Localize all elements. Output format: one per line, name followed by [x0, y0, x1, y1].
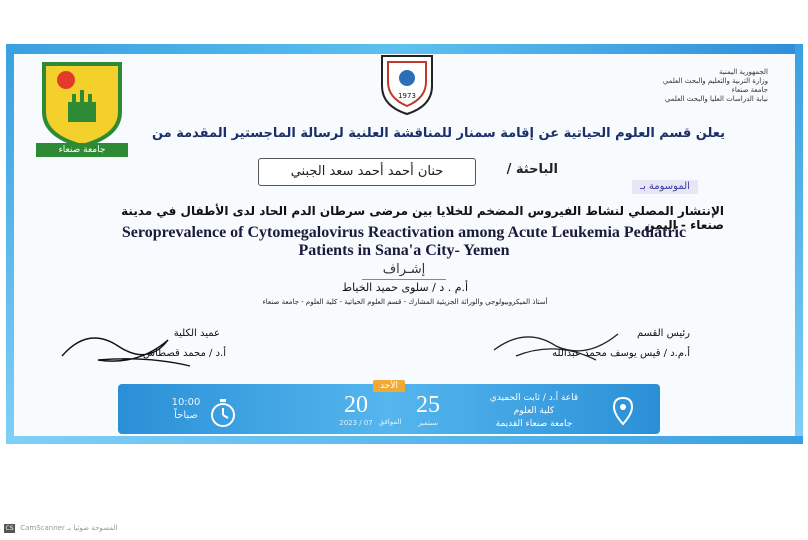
thesis-title-arabic: الإنتشار المصلي لنشاط الفيروس المضخم للخلايا بين مرضى سرطان الدم الحاد لدى الأطفال في مدينة صنعاء - اليمن — [121, 204, 724, 232]
event-time — [168, 396, 204, 422]
dean-name: أ.د / محمد قصطاس — [142, 348, 226, 359]
day-name-badge: الأحد — [373, 380, 405, 392]
location-line: جامعة صنعاء القديمة — [495, 419, 573, 429]
divider — [362, 279, 446, 280]
gregorian-date — [408, 392, 448, 427]
researcher-name: حنان أحمد أحمد سعد الجبني — [258, 158, 476, 186]
location-line: كلية العلوم — [513, 406, 555, 416]
hijri-caption: 2023 / 07 — [339, 419, 373, 427]
university-logo — [38, 58, 126, 148]
time-period: صباحاً — [174, 410, 198, 421]
clock-icon — [208, 397, 238, 429]
thesis-title-english — [82, 224, 726, 260]
day-number: 25 — [416, 392, 440, 418]
researcher-row — [258, 158, 558, 184]
supervision-label: إشـراف — [382, 262, 426, 277]
gov-line: الجمهورية اليمنية — [718, 68, 768, 76]
right-border-stripe — [795, 44, 803, 444]
hijri-date — [334, 392, 378, 427]
announcement-heading: يعلن قسم العلوم الحياتية عن إقامة سمنار للمناقشة العلنية لرسالة الماجستير المقدمة من — [151, 126, 725, 141]
camscanner-icon: CS — [5, 525, 14, 532]
bottom-border-stripe — [6, 436, 803, 444]
location-line: قاعة أ.د / ثابت الحميدي — [489, 393, 579, 403]
researcher-label: الباحثة / — [506, 162, 558, 177]
dean-role: عميد الكلية — [173, 328, 220, 339]
topic-label: الموسومة بـ — [632, 180, 698, 194]
head-signature-icon — [486, 320, 626, 370]
head-of-department-name: أ.م.د / قيس يوسف محمد عبدالله — [552, 348, 690, 359]
corresponding-label: الموافق — [378, 418, 402, 426]
day-caption: سبتمبر — [417, 419, 439, 427]
gov-line: وزارة التربية والتعليم والبحث العلمي — [662, 77, 768, 85]
scanner-text: المسوحة ضوئيا بـ — [67, 524, 118, 532]
dean-signature-icon — [58, 316, 198, 376]
scanner-watermark — [4, 524, 144, 533]
supervisor-title: أستاذ الميكروبيولوجي والوراثة الجزيئية المشارك - قسم العلوم الحياتية - كلية العلوم - جامعة صنعاء — [262, 298, 548, 306]
scanner-brand: CamScanner — [20, 524, 65, 532]
gov-line: نيابة الدراسات العليا والبحث العلمي — [664, 95, 768, 103]
faculty-logo-year: 1973 — [398, 92, 416, 100]
location-pin-icon — [612, 396, 634, 426]
time-value: 10:00 — [171, 397, 201, 408]
government-header — [598, 68, 768, 104]
supervisor-name: أ.م . د / سلوى حميد الخياط — [341, 281, 469, 294]
faculty-logo — [374, 52, 440, 116]
head-of-department-role: رئيس القسم — [636, 328, 690, 339]
hijri-day: 20 — [344, 392, 368, 418]
thesis-title-english-line: Seroprevalence of Cytomegalovirus Reactivation among Acute Leukemia Pediatric — [121, 224, 687, 241]
thesis-title-english-line: Patients in Sana'a City- Yemen — [298, 242, 510, 259]
university-name: جامعة صنعاء — [36, 143, 128, 157]
event-location — [470, 392, 598, 431]
left-border-stripe — [6, 44, 14, 444]
gov-line: جامعة صنعاء — [731, 86, 768, 94]
